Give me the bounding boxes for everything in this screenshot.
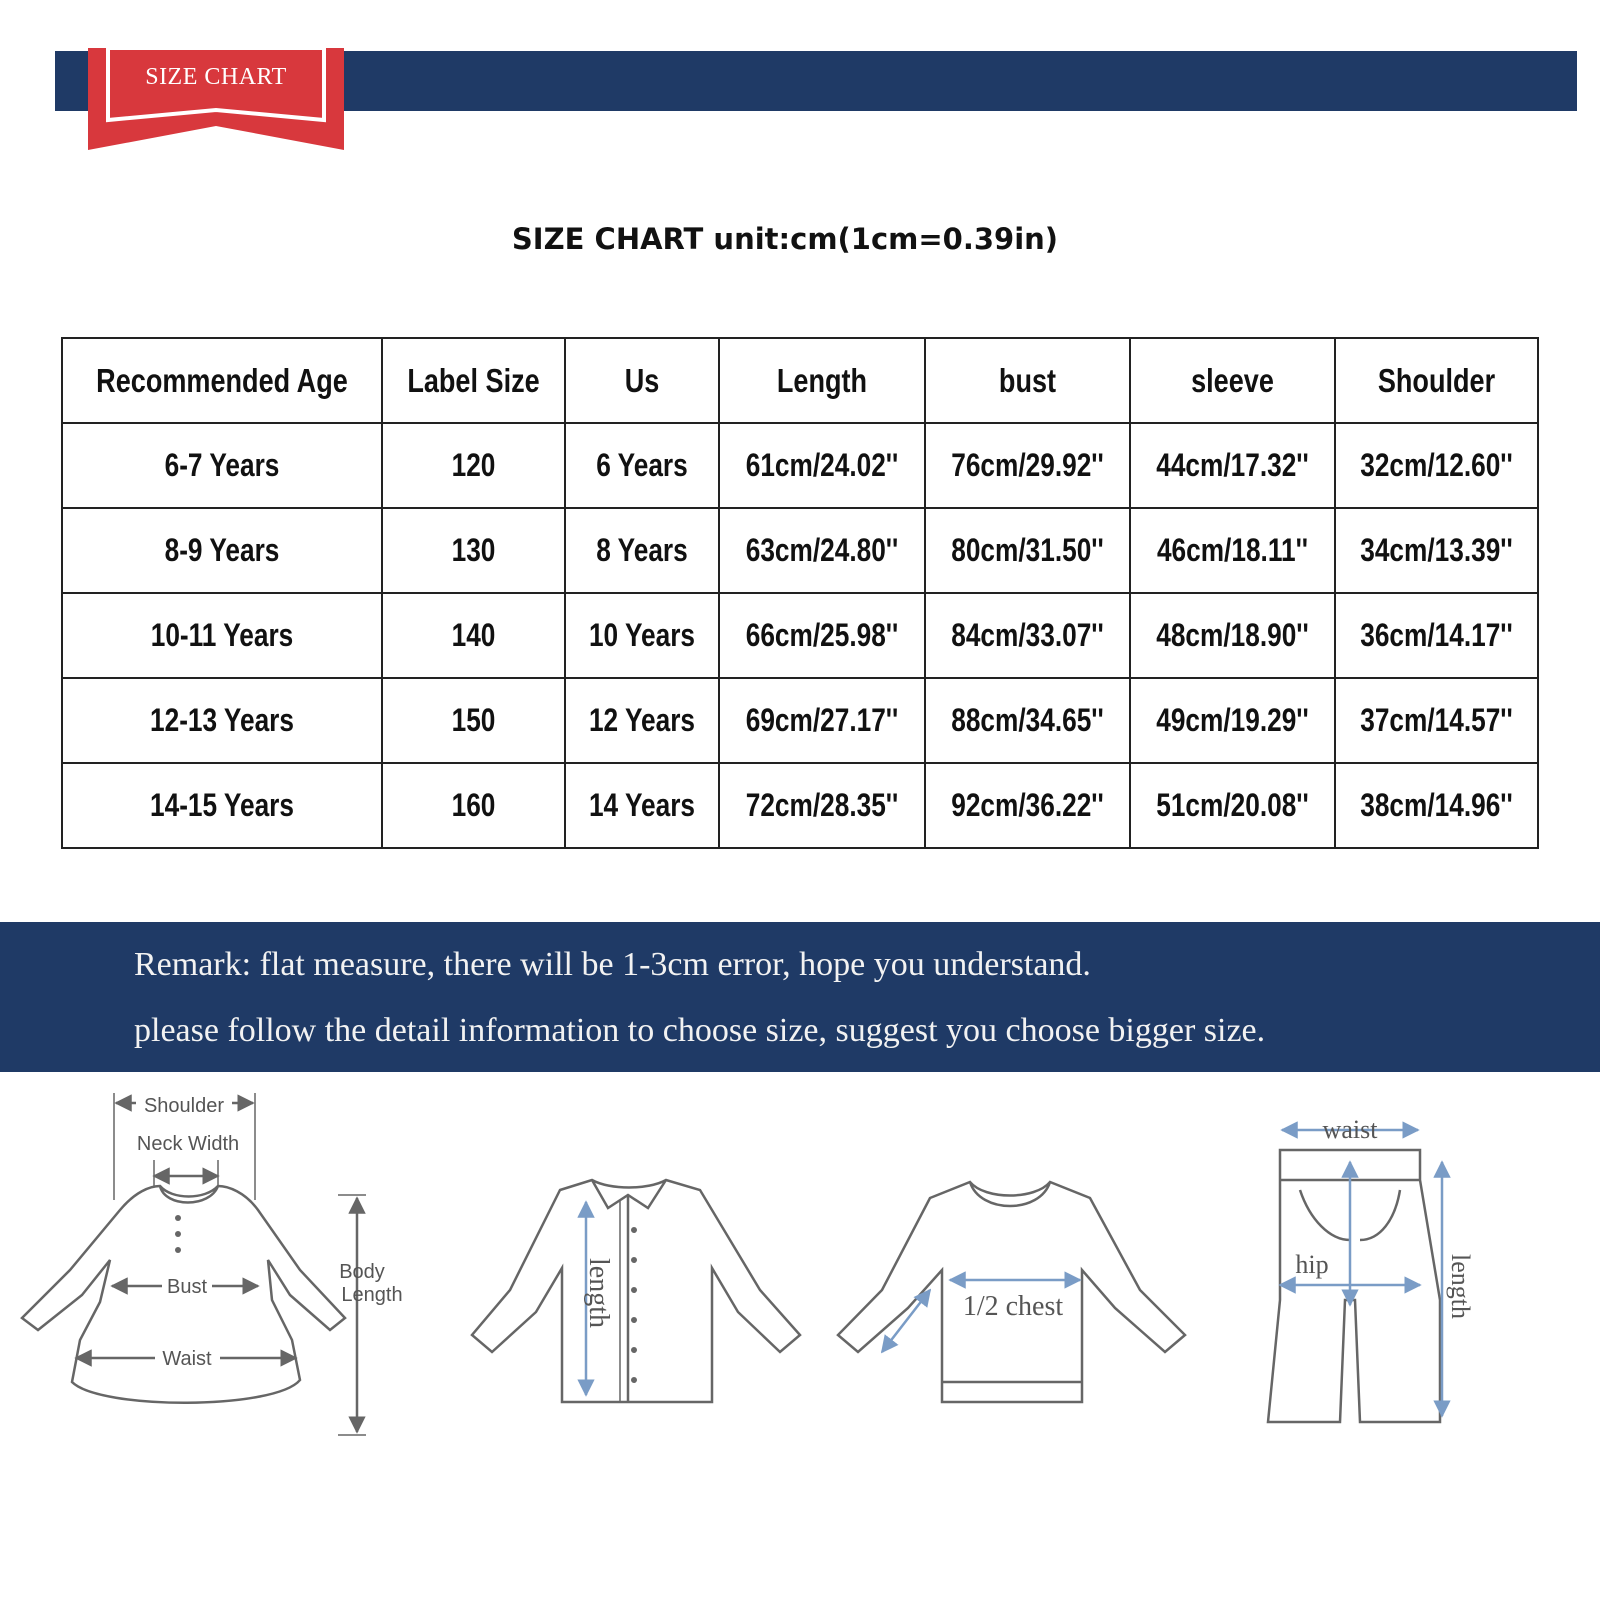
cell-us: 10 Years: [579, 593, 705, 678]
header-us: Us: [579, 338, 705, 423]
header-sleeve: sleeve: [1148, 338, 1316, 423]
cell-age: 14-15 Years: [91, 763, 353, 848]
cell-age: 10-11 Years: [91, 593, 353, 678]
cell-label-size: 140: [398, 593, 548, 678]
dress-waist-label: Waist: [162, 1348, 212, 1370]
sweater-chest-label: 1/2 chest: [962, 1291, 1064, 1322]
size-table: [61, 337, 1539, 849]
cell-label-size: 120: [398, 423, 548, 508]
table-row: [62, 423, 1538, 508]
cell-sleeve: 51cm/20.08'': [1148, 763, 1316, 848]
cell-sleeve: 48cm/18.90'': [1148, 593, 1316, 678]
header-length: Length: [738, 338, 907, 423]
cell-bust: 88cm/34.65'': [943, 678, 1111, 763]
chart-title: SIZE CHART unit:cm(1cm=0.39in): [511, 222, 1059, 256]
cell-shoulder: 36cm/14.17'': [1353, 593, 1519, 678]
cell-label-size: 160: [398, 763, 548, 848]
cell-bust: 84cm/33.07'': [943, 593, 1111, 678]
cell-length: 72cm/28.35'': [738, 763, 907, 848]
table-row: [62, 508, 1538, 593]
cell-us: 14 Years: [579, 763, 705, 848]
cell-us: 6 Years: [579, 423, 705, 508]
ribbon-label: SIZE CHART: [145, 64, 287, 90]
cell-bust: 80cm/31.50'': [943, 508, 1111, 593]
table-row: [62, 593, 1538, 678]
cell-bust: 92cm/36.22'': [943, 763, 1111, 848]
shirt-length-label: length: [583, 1258, 614, 1328]
pants-length-label: length: [1446, 1254, 1475, 1319]
cell-length: 61cm/24.02'': [738, 423, 907, 508]
cell-bust: 76cm/29.92'': [943, 423, 1111, 508]
cell-age: 8-9 Years: [91, 508, 353, 593]
cell-us: 8 Years: [579, 508, 705, 593]
header-shoulder: Shoulder: [1353, 338, 1519, 423]
remark-line-1: Remark: flat measure, there will be 1-3cm error, hope you understand.: [134, 946, 1091, 983]
cell-age: 6-7 Years: [91, 423, 353, 508]
dress-body-label: Body: [339, 1261, 385, 1283]
cell-label-size: 130: [398, 508, 548, 593]
cell-length: 66cm/25.98'': [738, 593, 907, 678]
shirt-diagram-icon: [472, 1180, 800, 1402]
cell-length: 63cm/24.80'': [738, 508, 907, 593]
dress-shoulder-label: Shoulder: [143, 1095, 225, 1117]
header-bust: bust: [943, 338, 1111, 423]
cell-label-size: 150: [398, 678, 548, 763]
cell-sleeve: 44cm/17.32'': [1148, 423, 1316, 508]
header-recommended-age: Recommended Age: [91, 338, 353, 423]
header-label-size: Label Size: [398, 338, 548, 423]
pants-hip-label: hip: [1295, 1250, 1329, 1279]
table-row: [62, 678, 1538, 763]
cell-age: 12-13 Years: [91, 678, 353, 763]
table-header-row: [62, 338, 1538, 423]
cell-sleeve: 49cm/19.29'': [1148, 678, 1316, 763]
measurement-diagrams: [0, 1090, 1600, 1450]
cell-shoulder: 34cm/13.39'': [1353, 508, 1519, 593]
cell-sleeve: 46cm/18.11'': [1148, 508, 1316, 593]
dress-length-label: Length: [341, 1284, 403, 1306]
cell-us: 12 Years: [579, 678, 705, 763]
cell-shoulder: 32cm/12.60'': [1353, 423, 1519, 508]
cell-shoulder: 38cm/14.96'': [1353, 763, 1519, 848]
table-row: [62, 763, 1538, 848]
cell-shoulder: 37cm/14.57'': [1353, 678, 1519, 763]
remark-line-2: please follow the detail information to choose size, suggest you choose bigger size.: [134, 1012, 1266, 1049]
dress-bust-label: Bust: [166, 1276, 208, 1298]
dress-neck-width-label: Neck Width: [136, 1133, 240, 1155]
cell-length: 69cm/27.17'': [738, 678, 907, 763]
pants-diagram-icon: [1268, 1130, 1442, 1422]
pants-waist-label: waist: [1322, 1115, 1378, 1144]
